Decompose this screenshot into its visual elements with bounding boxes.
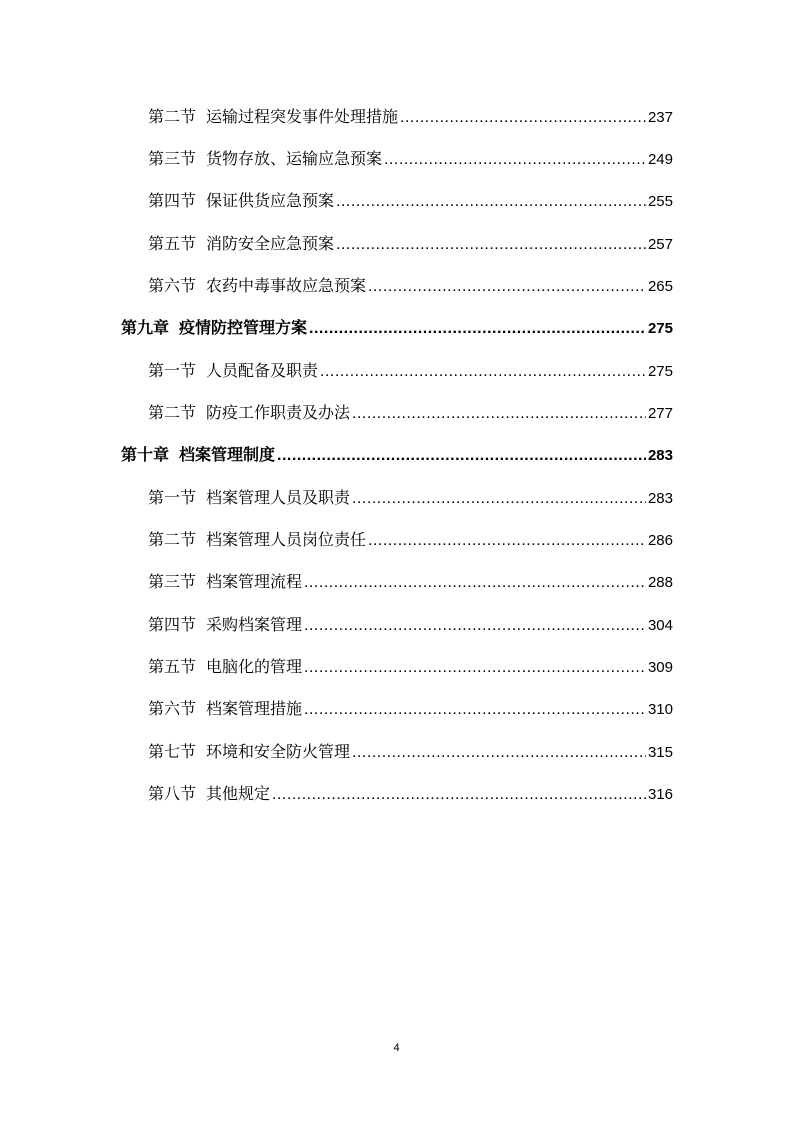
toc-entry-label xyxy=(148,400,350,423)
toc-entry-label xyxy=(148,231,334,254)
toc-dot-leader xyxy=(368,278,646,296)
toc-entry-title: 环境和安全防火管理 xyxy=(206,742,351,761)
toc-entry-label xyxy=(148,781,270,804)
toc-entry-page: 249 xyxy=(647,151,673,168)
toc-entry-label xyxy=(148,527,366,550)
toc-entry-page: 237 xyxy=(647,109,673,126)
toc-entry-title: 运输过程突发事件处理措施 xyxy=(206,107,399,126)
toc-dot-leader xyxy=(320,363,646,381)
toc-entry-page: 316 xyxy=(647,786,673,803)
toc-entry-label xyxy=(148,146,382,169)
toc-dot-leader xyxy=(352,490,646,508)
toc-entry[interactable] xyxy=(148,485,673,515)
toc-entry-title: 消防安全应急预案 xyxy=(206,234,335,253)
toc-entry[interactable] xyxy=(148,146,673,176)
toc-entry-label xyxy=(121,315,307,338)
toc-entry-page: 283 xyxy=(647,447,673,464)
toc-entry-number: 第三节 xyxy=(148,149,197,168)
toc-entry-page: 255 xyxy=(647,193,673,210)
toc-entry-label xyxy=(148,485,350,508)
toc-entry[interactable] xyxy=(148,696,673,726)
toc-entry-title: 档案管理流程 xyxy=(206,572,303,591)
toc-entry-number: 第一节 xyxy=(148,488,197,507)
toc-entry-number: 第五节 xyxy=(148,234,197,253)
toc-entry-number: 第一节 xyxy=(148,361,197,380)
toc-dot-leader xyxy=(368,532,646,550)
toc-entry-page: 277 xyxy=(647,405,673,422)
toc-entry-page: 315 xyxy=(647,744,673,761)
toc-dot-leader xyxy=(352,744,646,762)
toc-dot-leader xyxy=(384,151,646,169)
toc-entry[interactable] xyxy=(148,612,673,642)
toc-entry[interactable] xyxy=(148,231,673,261)
toc-entry-page: 265 xyxy=(647,278,673,295)
toc-dot-leader xyxy=(277,447,646,465)
toc-chapter-entry[interactable] xyxy=(121,315,673,345)
toc-entry-page: 257 xyxy=(647,236,673,253)
toc-entry-number: 第六节 xyxy=(148,699,197,718)
toc-entry-page: 309 xyxy=(647,659,673,676)
toc-entry-number: 第四节 xyxy=(148,191,197,210)
toc-entry-title: 档案管理人员及职责 xyxy=(206,488,351,507)
toc-entry-page: 288 xyxy=(647,574,673,591)
toc-entry-title: 档案管理制度 xyxy=(179,445,276,464)
toc-entry-label xyxy=(148,358,318,381)
toc-entry-title: 档案管理措施 xyxy=(206,699,303,718)
toc-chapter-entry[interactable] xyxy=(121,442,673,472)
toc-dot-leader xyxy=(352,405,646,423)
toc-entry-label xyxy=(148,654,302,677)
toc-entry-title: 档案管理人员岗位责任 xyxy=(206,530,367,549)
toc-dot-leader xyxy=(304,659,646,677)
toc-entry-number: 第二节 xyxy=(148,107,197,126)
toc-entry[interactable] xyxy=(148,273,673,303)
toc-entry-title: 农药中毒事故应急预案 xyxy=(206,276,367,295)
toc-dot-leader xyxy=(272,786,646,804)
toc-entry-label xyxy=(148,273,366,296)
toc-entry-number: 第二节 xyxy=(148,403,197,422)
toc-entry[interactable] xyxy=(148,358,673,388)
toc-entry[interactable] xyxy=(148,104,673,134)
toc-entry[interactable] xyxy=(148,569,673,599)
toc-entry-title: 人员配备及职责 xyxy=(206,361,319,380)
toc-entry-number: 第七节 xyxy=(148,742,197,761)
toc-dot-leader xyxy=(304,701,646,719)
toc-entry-label xyxy=(148,739,350,762)
toc-entry-number: 第十章 xyxy=(121,445,170,464)
toc-entry[interactable] xyxy=(148,654,673,684)
toc-entry-page: 283 xyxy=(647,490,673,507)
toc-entry-number: 第八节 xyxy=(148,784,197,803)
toc-dot-leader xyxy=(304,617,646,635)
toc-entry-number: 第三节 xyxy=(148,572,197,591)
toc-entry-label xyxy=(148,104,398,127)
toc-dot-leader xyxy=(336,236,646,254)
toc-entry-number: 第九章 xyxy=(121,318,170,337)
toc-entry[interactable] xyxy=(148,400,673,430)
toc-entry[interactable] xyxy=(148,739,673,769)
toc-dot-leader xyxy=(309,320,646,338)
toc-entry-label xyxy=(121,442,275,465)
toc-entry-page: 275 xyxy=(647,320,673,337)
toc-entry-label xyxy=(148,696,302,719)
page-number: 4 xyxy=(393,1042,400,1054)
toc-entry-title: 货物存放、运输应急预案 xyxy=(206,149,383,168)
toc-entry-title: 保证供货应急预案 xyxy=(206,191,335,210)
toc-entry-label xyxy=(148,188,334,211)
toc-entry-number: 第六节 xyxy=(148,276,197,295)
toc-entry-page: 275 xyxy=(647,363,673,380)
toc-entry-title: 其他规定 xyxy=(206,784,271,803)
toc-entry-label xyxy=(148,569,302,592)
toc-entry-title: 电脑化的管理 xyxy=(206,657,303,676)
toc-entry-number: 第五节 xyxy=(148,657,197,676)
toc-dot-leader xyxy=(336,193,646,211)
toc-entry-page: 286 xyxy=(647,532,673,549)
toc-entry-title: 防疫工作职责及办法 xyxy=(206,403,351,422)
toc-entry-page: 310 xyxy=(647,701,673,718)
toc-entry-number: 第四节 xyxy=(148,615,197,634)
toc-dot-leader xyxy=(400,109,646,127)
toc-dot-leader xyxy=(304,574,646,592)
toc-entry-title: 采购档案管理 xyxy=(206,615,303,634)
toc-entry[interactable] xyxy=(148,188,673,218)
toc-entry-label xyxy=(148,612,302,635)
toc-entry[interactable] xyxy=(148,781,673,811)
toc-entry[interactable] xyxy=(148,527,673,557)
toc-entry-page: 304 xyxy=(647,617,673,634)
toc-entry-number: 第二节 xyxy=(148,530,197,549)
toc-entry-title: 疫情防控管理方案 xyxy=(179,318,308,337)
